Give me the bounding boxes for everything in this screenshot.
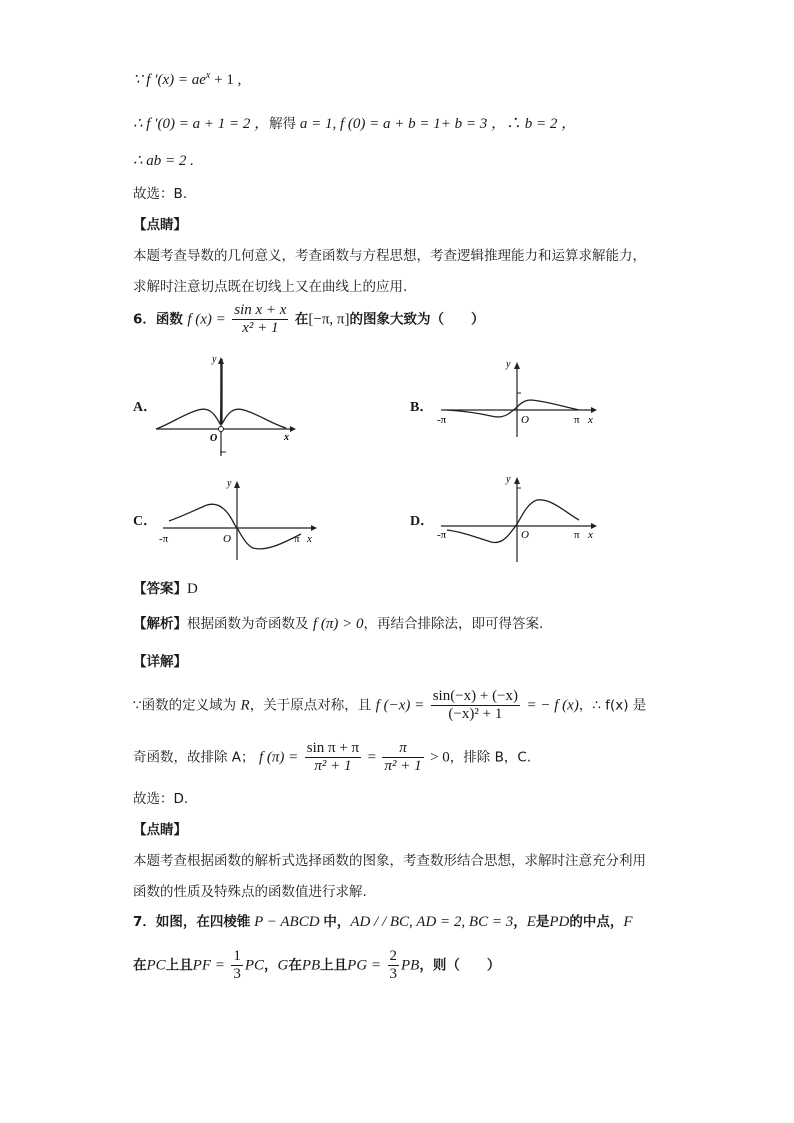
question-7-line-1: 7．如图，在四棱锥 P − ABCD 中，AD / / BC, AD = 2, BC = 3，E是PD的中点，F (133, 914, 633, 930)
pi-label: π (574, 414, 580, 426)
detail2-fraction-2: $\frac{\pi}{\text{π² + 1}}$ (384, 740, 422, 774)
option-d-label: D． (410, 514, 435, 529)
graph-option-c (155, 472, 325, 564)
y-axis-arrow (514, 362, 520, 369)
y-label: y (506, 359, 511, 370)
comment-text-6a: 本题考查根据函数的解析式选择函数的图象，考查数形结合思想，求解时注意充分利用 (133, 853, 646, 869)
choose-answer-5: 故选：B. (133, 186, 188, 202)
q6-fraction: $\frac{\text{sin x + x}}{\text{x² + 1}}$ (234, 302, 287, 336)
detail2-fraction-1: $\frac{\text{sin π + π}}{\text{π² + 1}}$ (306, 740, 360, 774)
x-axis-arrow (591, 407, 597, 413)
detail-title: 【详解】 (133, 654, 187, 670)
open-point (219, 427, 224, 432)
detail1-fraction: $\frac{\sin(-x) + (-x)}{\text{(−x)² + 1}}$ (432, 688, 519, 722)
origin-label: O (521, 529, 529, 541)
option-b-label: B． (410, 400, 434, 415)
comment-text-5b: 求解时注意切点既在切线上又在曲线上的应用. (133, 279, 408, 295)
neg-pi-label: -π (437, 529, 447, 541)
x-axis-arrow (311, 525, 317, 531)
origin-label: O (210, 433, 218, 444)
solution-line-1: ∵ f $'(x) = ae^x + 1$ , (133, 70, 242, 88)
y-label: y (212, 354, 217, 365)
pi-label: π (294, 533, 300, 545)
choose-answer-6: 故选：D. (133, 791, 189, 807)
y-label: y (506, 474, 511, 485)
origin-label: O (223, 533, 231, 545)
q7-fraction-1: $\frac{1}{3}$ (233, 948, 241, 982)
comment-text-6b: 函数的性质及特殊点的函数值进行求解. (133, 884, 367, 900)
question-7-line-2: 在PC上且PF = $\frac{1}{3}$ PC，G在PB上且PG = $\frac{2}{3}$ PB，则（ ） (133, 948, 501, 982)
curve (447, 500, 579, 543)
curve (169, 504, 301, 549)
neg-pi-label: -π (437, 414, 447, 426)
detail-line-1: ∵函数的定义域为 R，关于原点对称，且 f (−x) = $\frac{\sin(-x) + (-x)}{\text{(−x)² + 1}}$ = − f (x)，∴ f(x) 是 (133, 688, 647, 722)
comment-title-6: 【点睛】 (133, 822, 187, 838)
curve (447, 400, 579, 417)
q7-fraction-2: $\frac{2}{3}$ (389, 948, 397, 982)
origin-label: O (521, 414, 529, 426)
y-axis-arrow (514, 477, 520, 484)
x-label: x (588, 414, 593, 426)
x-label: x (284, 432, 289, 443)
x-label: x (588, 529, 593, 541)
solution-line-2: ∴ f ′(0) = a + 1 = 2 ，解得 a = 1, f (0) = a + b = 1+ b = 3 ，∴ b = 2 ， (133, 116, 577, 132)
graph-option-a (150, 352, 300, 462)
x-axis-arrow (290, 426, 296, 432)
option-c-label: C． (133, 514, 158, 529)
answer-line: 【答案】D (133, 581, 198, 597)
solution-line-3: ∴ ab = 2 . (133, 153, 194, 169)
y-label: y (227, 478, 232, 489)
comment-title-5: 【点睛】 (133, 217, 187, 233)
graph-option-d (433, 468, 603, 566)
curve (156, 359, 286, 429)
detail-line-2: 奇函数，故排除 A； f (π) = $\frac{\text{sin π + π}}{\text{π² + 1}}$ = $\frac{\pi}{\text{π² + 1}}$ > 0，排除 B，C. (133, 740, 532, 774)
comment-text-5a: 本题考查导数的几何意义，考查函数与方程思想，考查逻辑推理能力和运算求解能力， (133, 248, 646, 264)
option-a-label: A． (133, 400, 158, 415)
analysis-line: 【解析】根据函数为奇函数及 f (π) > 0，再结合排除法，即可得答案. (133, 616, 544, 632)
y-axis-arrow (234, 481, 240, 488)
pi-label: π (574, 529, 580, 541)
neg-pi-label: -π (159, 533, 169, 545)
graph-option-b (433, 355, 603, 445)
question-6-stem: 6．函数 f (x) = $\frac{\text{sin x + x}}{\text{x² + 1}}$ 在[−π, π]的图象大致为（ ） (133, 302, 485, 336)
x-label: x (307, 533, 312, 545)
